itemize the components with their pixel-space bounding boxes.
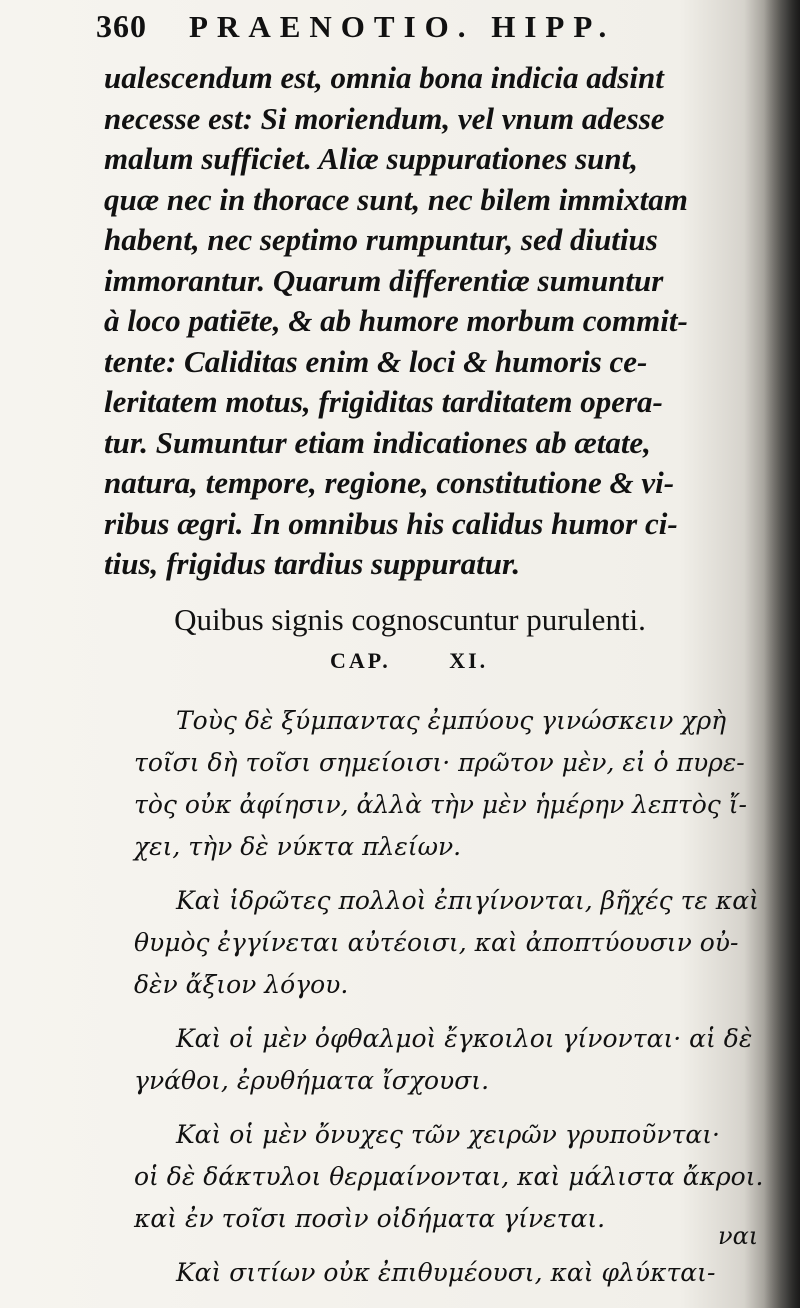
text-line: Καὶ οἱ μὲν ὄνυχες τῶν χειρῶν γρυποῦνται· (176, 1120, 721, 1149)
text-line: Τοὺς δὲ ξύμπαντας ἐμπύους γινώσκειν χρὴ (176, 706, 727, 735)
greek-paragraph (134, 1114, 764, 1240)
text-line: θυμὸς ἐγγίνεται αὐτέοισι, καὶ ἀποπτύουσιν οὐ- (134, 928, 739, 957)
text-line: ualescendum est, omnia bona indicia adsint (104, 60, 664, 95)
catchword: ναι (718, 1222, 759, 1250)
text-line: malum sufficiet. Aliæ suppurationes sunt, (104, 141, 639, 176)
text-line: necesse est: Si moriendum, vel vnum adesse (104, 100, 665, 136)
text-line: Καὶ ἱδρῶτες πολλοὶ ἐπιγίνονται, βῆχές τε καὶ (176, 886, 759, 915)
running-head: PRAENOTIO. HIPP. (189, 9, 616, 44)
text-line: Καὶ σιτίων οὐκ ἐπιθυμέουσι, καὶ φλύκται- (176, 1258, 716, 1287)
text-line: quæ nec in thorace sunt, nec bilem immixtam (104, 181, 688, 217)
greek-paragraph (134, 1018, 754, 1102)
greek-paragraph (134, 1252, 754, 1294)
greek-text (134, 700, 764, 1294)
latin-paragraph (104, 58, 744, 585)
chapter-title: Quibus signis cognoscuntur purulenti. (174, 602, 646, 637)
text-line: οἱ δὲ δάκτυλοι θερμαίνονται, καὶ μάλιστα ἄκροι. (134, 1162, 764, 1191)
text-line: leritatem motus, frigiditas tarditatem opera- (104, 384, 663, 419)
text-line: immorantur. Quarum differentiæ sumuntur (104, 262, 664, 298)
greek-paragraph (134, 880, 759, 1006)
text-line: γνάθοι, ἐρυθήματα ἴσχουσι. (134, 1066, 490, 1095)
chapter-number: CAP. XI. (330, 648, 489, 673)
text-line: tius, frigidus tardius suppuratur. (104, 546, 521, 581)
text-line: ribus ægri. In omnibus his calidus humor ci- (104, 505, 678, 541)
greek-paragraph (134, 700, 754, 868)
text-line: tente: Caliditas enim & loci & humoris ce- (104, 343, 648, 379)
page-header (96, 8, 716, 58)
text-line: καὶ ἐν τοῖσι ποσὶν οἰδήματα γίνεται. (134, 1204, 606, 1233)
text-line: τοῖσι δὴ τοῖσι σημείοισι· πρῶτον μὲν, εἰ ὁ πυρε- (134, 748, 745, 777)
text-line: τὸς οὐκ ἀφίησιν, ἀλλὰ τὴν μὲν ἡμέρην λεπτὸς ἴ- (134, 790, 747, 819)
page-number: 360 (96, 8, 147, 44)
text-line: δὲν ἄξιον λόγου. (134, 970, 349, 999)
text-line: χει, τὴν δὲ νύκτα πλείων. (134, 832, 462, 861)
text-line: à loco patiēte, & ab humore morbum commit- (104, 303, 688, 338)
page-gutter-shadow (764, 0, 800, 1308)
text-line: natura, tempore, regione, constitutione & vi- (104, 465, 675, 500)
text-line: habent, nec septimo rumpuntur, sed diutius (104, 222, 658, 257)
text-line: Καὶ οἱ μὲν ὀφθαλμοὶ ἔγκοιλοι γίνονται· αἱ δὲ (176, 1024, 753, 1053)
text-line: tur. Sumuntur etiam indicationes ab ætate, (104, 424, 651, 460)
